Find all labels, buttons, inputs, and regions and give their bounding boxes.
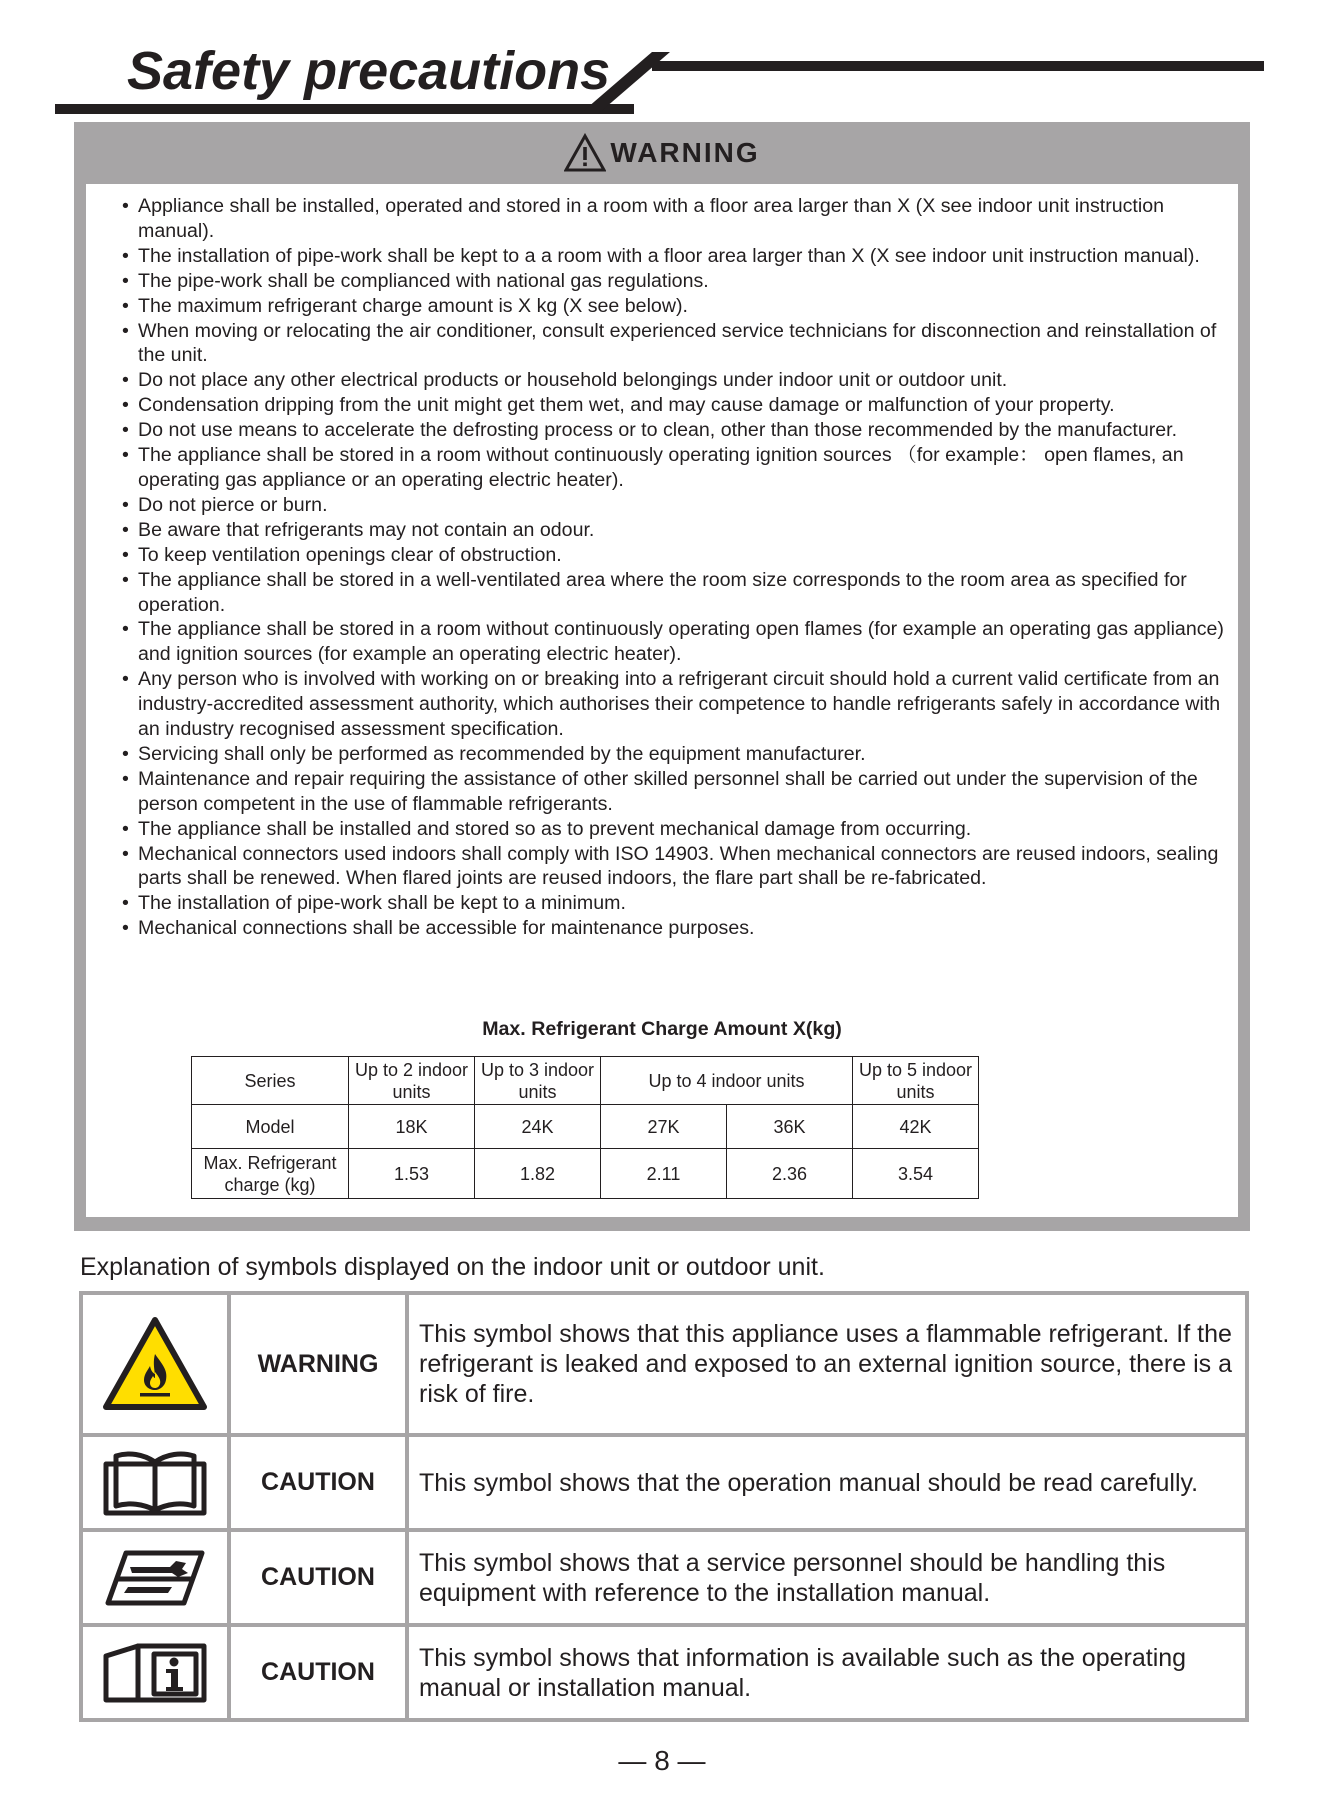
symbol-icon-cell <box>81 1530 229 1625</box>
list-item: • The appliance shall be installed and stored so as to prevent mechanical damage from occurring. <box>122 817 1240 842</box>
warning-heading <box>74 122 1250 184</box>
page-number <box>0 1745 1324 1777</box>
list-item: • Do not pierce or burn. <box>122 493 1240 518</box>
list-item: • Mechanical connectors used indoors shall comply with ISO 14903. When mechanical connectors are reused indoors, sealing parts shall be renewed. When flared joints are reused indoors, the flare part shall be re-fabricated. <box>122 842 1240 892</box>
charge-table-title: Max. Refrigerant Charge Amount X(kg) <box>482 1018 842 1040</box>
symbol-icon-cell <box>81 1435 229 1530</box>
list-item: • To keep ventilation openings clear of obstruction. <box>122 543 1240 568</box>
manual-info-icon <box>102 1642 208 1704</box>
warning-heading-text: WARNING <box>610 137 760 168</box>
list-item: • The installation of pipe-work shall be kept to a a room with a floor area larger than X (X see indoor unit instruction manual). <box>122 244 1240 269</box>
table-row <box>81 1625 1247 1720</box>
list-item: • The appliance shall be stored in a room without continuously operating open flames (for example an operating gas appliance) and ignition sources (for example an operating electric heater). <box>122 617 1240 667</box>
list-item: • When moving or relocating the air conditioner, consult experienced service technicians for disconnection and reinstallation of the unit. <box>122 319 1240 369</box>
list-item: • Maintenance and repair requiring the assistance of other skilled personnel shall be carried out under the supervision of the person competent in the use of flammable refrigerants. <box>122 767 1240 817</box>
symbol-icon-cell <box>81 1293 229 1435</box>
list-item: • The pipe-work shall be complianced with national gas regulations. <box>122 269 1240 294</box>
warning-box <box>74 122 1250 1231</box>
list-item: • Do not place any other electrical products or household belongings under indoor unit or outdoor unit. <box>122 368 1240 393</box>
list-item: • Servicing shall only be performed as recommended by the equipment manufacturer. <box>122 742 1240 767</box>
charge-cell: 3.54 <box>853 1149 979 1199</box>
symbol-icon-cell <box>81 1625 229 1720</box>
list-item: • Do not use means to accelerate the defrosting process or to clean, other than those recommended by the manufacturer. <box>122 418 1240 443</box>
service-manual-wrench-icon <box>102 1549 208 1607</box>
page-number-value: 8 <box>654 1745 670 1776</box>
symbol-description: This symbol shows that a service personnel should be handling this equipment with reference to the installation manual. <box>407 1530 1247 1625</box>
model-cell: 24K <box>475 1105 601 1149</box>
table-row <box>192 1149 979 1199</box>
symbols-table <box>79 1291 1249 1722</box>
series-cell: Up to 4 indoor units <box>601 1057 853 1105</box>
list-item: • The installation of pipe-work shall be kept to a minimum. <box>122 891 1240 916</box>
page-number-dash-left: — <box>618 1745 655 1776</box>
model-cell: 36K <box>727 1105 853 1149</box>
page-title: Safety precautions <box>127 41 611 101</box>
warning-list <box>122 194 1240 941</box>
symbol-description: This symbol shows that information is available such as the operating manual or installation manual. <box>407 1625 1247 1720</box>
list-item: • Condensation dripping from the unit might get them wet, and may cause damage or malfunction of your property. <box>122 393 1240 418</box>
series-header-cell: Series <box>192 1057 349 1105</box>
table-row <box>81 1435 1247 1530</box>
charge-cell: 1.82 <box>475 1149 601 1199</box>
refrigerant-charge-table <box>191 1056 979 1199</box>
charge-header-cell: Max. Refrigerant charge (kg) <box>192 1149 349 1199</box>
symbol-label: CAUTION <box>229 1435 407 1530</box>
symbol-description: This symbol shows that the operation manual should be read carefully. <box>407 1435 1247 1530</box>
symbol-description: This symbol shows that this appliance uses a flammable refrigerant. If the refrigerant is leaked and exposed to an external ignition source, there is a risk of fire. <box>407 1293 1247 1435</box>
symbol-label: CAUTION <box>229 1625 407 1720</box>
list-item: • The maximum refrigerant charge amount is X kg (X see below). <box>122 294 1240 319</box>
title-underline <box>55 104 634 114</box>
title-top-rule <box>652 61 1264 71</box>
symbol-label: CAUTION <box>229 1530 407 1625</box>
symbols-caption: Explanation of symbols displayed on the indoor unit or outdoor unit. <box>80 1253 825 1281</box>
charge-cell: 2.36 <box>727 1149 853 1199</box>
list-item: • Appliance shall be installed, operated and stored in a room with a floor area larger than X (X see indoor unit instruction manual). <box>122 194 1240 244</box>
model-cell: 27K <box>601 1105 727 1149</box>
table-row <box>81 1293 1247 1435</box>
table-row <box>192 1057 979 1105</box>
table-row <box>192 1105 979 1149</box>
warning-triangle-icon <box>564 133 606 173</box>
table-row <box>81 1530 1247 1625</box>
list-item: • The appliance shall be stored in a well-ventilated area where the room size corresponds to the room area as specified for operation. <box>122 568 1240 618</box>
open-manual-icon <box>103 1450 207 1516</box>
charge-cell: 1.53 <box>349 1149 475 1199</box>
series-cell: Up to 2 indoor units <box>349 1057 475 1105</box>
flammable-warning-icon <box>102 1316 208 1412</box>
list-item: • Be aware that refrigerants may not contain an odour. <box>122 518 1240 543</box>
list-item: • The appliance shall be stored in a room without continuously operating ignition sources （for example： open flames, an operating gas appliance or an operating electric heater). <box>122 443 1240 493</box>
model-cell: 18K <box>349 1105 475 1149</box>
charge-cell: 2.11 <box>601 1149 727 1199</box>
series-cell: Up to 5 indoor units <box>853 1057 979 1105</box>
symbol-label: WARNING <box>229 1293 407 1435</box>
model-cell: 42K <box>853 1105 979 1149</box>
page-number-dash-right: — <box>669 1745 706 1776</box>
list-item: • Any person who is involved with working on or breaking into a refrigerant circuit should hold a current valid certificate from an industry-accredited assessment authority, which authorises their competence to handle refrigerants safely in accordance with an industry recognised assessment specification. <box>122 667 1240 742</box>
model-header-cell: Model <box>192 1105 349 1149</box>
list-item: • Mechanical connections shall be accessible for maintenance purposes. <box>122 916 1240 941</box>
warning-content <box>86 184 1238 1217</box>
series-cell: Up to 3 indoor units <box>475 1057 601 1105</box>
